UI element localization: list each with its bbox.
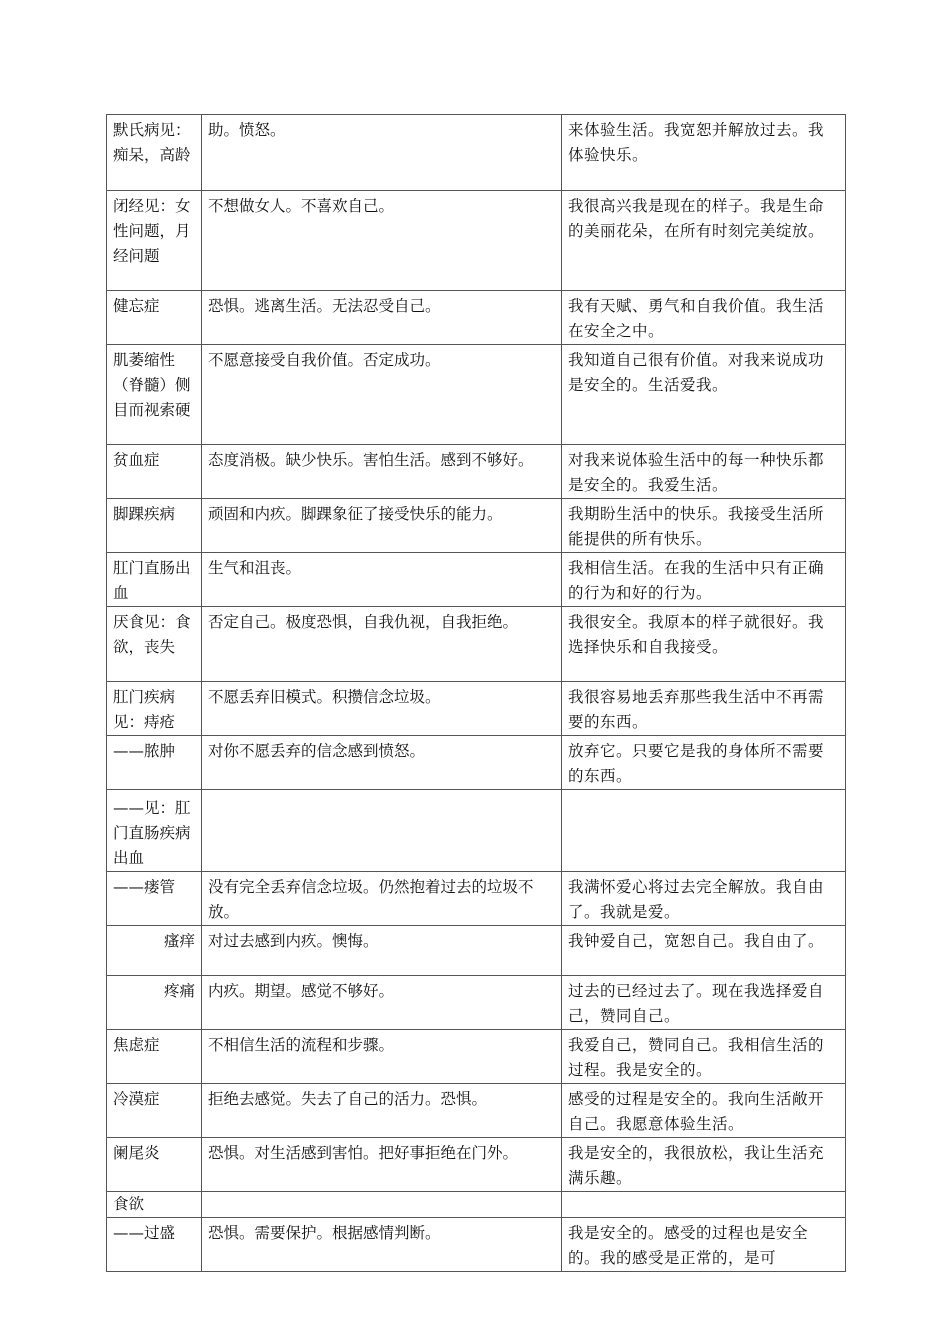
ailment-affirmation: 我是安全的，我很放松，我让生活充满乐趣。 [562, 1138, 846, 1192]
ailment-name: 疼痛 [107, 976, 202, 1030]
ailment-affirmation: 来体验生活。我宽恕并解放过去。我体验快乐。 [562, 115, 846, 191]
ailment-affirmation: 我很安全。我原本的样子就很好。我选择快乐和自我接受。 [562, 607, 846, 682]
ailment-cause [202, 1192, 562, 1218]
ailment-cause: 态度消极。缺少快乐。害怕生活。感到不够好。 [202, 445, 562, 499]
ailment-cause: 生气和沮丧。 [202, 553, 562, 607]
ailment-name: ——过盛 [107, 1218, 202, 1272]
table-row [107, 1138, 846, 1192]
ailment-cause: 顽固和内疚。脚踝象征了接受快乐的能力。 [202, 499, 562, 553]
ailment-affirmation: 我是安全的。感受的过程也是安全的。我的感受是正常的，是可 [562, 1218, 846, 1272]
ailment-name: 焦虑症 [107, 1030, 202, 1084]
table-row [107, 445, 846, 499]
ailment-affirmation: 我知道自己很有价值。对我来说成功是安全的。生活爱我。 [562, 345, 846, 445]
ailment-name: 健忘症 [107, 291, 202, 345]
ailment-name: 默氏病见：痴呆，高龄 [107, 115, 202, 191]
table-row [107, 872, 846, 926]
ailment-cause: 内疚。期望。感觉不够好。 [202, 976, 562, 1030]
ailment-cause: 助。愤怒。 [202, 115, 562, 191]
table-row [107, 191, 846, 291]
ailment-cause: 不愿意接受自我价值。否定成功。 [202, 345, 562, 445]
table-row [107, 291, 846, 345]
ailment-affirmation: 我期盼生活中的快乐。我接受生活所能提供的所有快乐。 [562, 499, 846, 553]
table-row [107, 976, 846, 1030]
ailment-cause: 对你不愿丢弃的信念感到愤怒。 [202, 736, 562, 790]
ailment-cause [202, 790, 562, 872]
ailment-cause: 恐惧。逃离生活。无法忍受自己。 [202, 291, 562, 345]
ailment-name: 肌萎缩性（脊髓）侧目而视索硬 [107, 345, 202, 445]
ailment-name: 瘙痒 [107, 926, 202, 976]
ailment-affirmation: 我有天赋、勇气和自我价值。我生活在安全之中。 [562, 291, 846, 345]
ailment-affirmation: 对我来说体验生活中的每一种快乐都是安全的。我爱生活。 [562, 445, 846, 499]
ailment-name: 厌食见：食欲，丧失 [107, 607, 202, 682]
ailment-affirmation: 我很高兴我是现在的样子。我是生命的美丽花朵，在所有时刻完美绽放。 [562, 191, 846, 291]
table-row [107, 790, 846, 872]
ailment-cause: 不愿丢弃旧模式。积攒信念垃圾。 [202, 682, 562, 736]
table-row [107, 607, 846, 682]
ailment-name: 肛门疾病见：痔疮 [107, 682, 202, 736]
ailment-cause: 恐惧。需要保护。根据感情判断。 [202, 1218, 562, 1272]
ailment-cause: 不相信生活的流程和步骤。 [202, 1030, 562, 1084]
ailment-table [106, 114, 846, 1272]
table-row [107, 1192, 846, 1218]
ailment-affirmation [562, 790, 846, 872]
ailment-cause: 恐惧。对生活感到害怕。把好事拒绝在门外。 [202, 1138, 562, 1192]
ailment-cause: 对过去感到内疚。懊悔。 [202, 926, 562, 976]
ailment-name: 肛门直肠出血 [107, 553, 202, 607]
table-row [107, 553, 846, 607]
ailment-name: ——瘘管 [107, 872, 202, 926]
ailment-cause: 拒绝去感觉。失去了自己的活力。恐惧。 [202, 1084, 562, 1138]
ailment-name: 贫血症 [107, 445, 202, 499]
ailment-cause: 不想做女人。不喜欢自己。 [202, 191, 562, 291]
ailment-name: 阑尾炎 [107, 1138, 202, 1192]
ailment-affirmation: 我钟爱自己，宽恕自己。我自由了。 [562, 926, 846, 976]
ailment-affirmation: 我爱自己，赞同自己。我相信生活的过程。我是安全的。 [562, 1030, 846, 1084]
ailment-name: ——脓肿 [107, 736, 202, 790]
table-row [107, 1218, 846, 1272]
ailment-affirmation [562, 1192, 846, 1218]
table-row [107, 499, 846, 553]
ailment-affirmation: 我很容易地丢弃那些我生活中不再需要的东西。 [562, 682, 846, 736]
ailment-name: 食欲 [107, 1192, 202, 1218]
table-row [107, 682, 846, 736]
ailment-affirmation: 过去的已经过去了。现在我选择爱自己，赞同自己。 [562, 976, 846, 1030]
ailment-name: 冷漠症 [107, 1084, 202, 1138]
table-row [107, 1084, 846, 1138]
ailment-name: 脚踝疾病 [107, 499, 202, 553]
table-row [107, 736, 846, 790]
ailment-affirmation: 感受的过程是安全的。我向生活敞开自己。我愿意体验生活。 [562, 1084, 846, 1138]
ailment-cause: 没有完全丢弃信念垃圾。仍然抱着过去的垃圾不放。 [202, 872, 562, 926]
table-row [107, 1030, 846, 1084]
ailment-affirmation: 放弃它。只要它是我的身体所不需要的东西。 [562, 736, 846, 790]
table-row [107, 926, 846, 976]
ailment-name: 闭经见：女性问题，月经问题 [107, 191, 202, 291]
table-row [107, 115, 846, 191]
ailment-name: ——见：肛门直肠疾病出血 [107, 790, 202, 872]
ailment-cause: 否定自己。极度恐惧，自我仇视，自我拒绝。 [202, 607, 562, 682]
ailment-affirmation: 我相信生活。在我的生活中只有正确的行为和好的行为。 [562, 553, 846, 607]
table-row [107, 345, 846, 445]
ailment-affirmation: 我满怀爱心将过去完全解放。我自由了。我就是爱。 [562, 872, 846, 926]
